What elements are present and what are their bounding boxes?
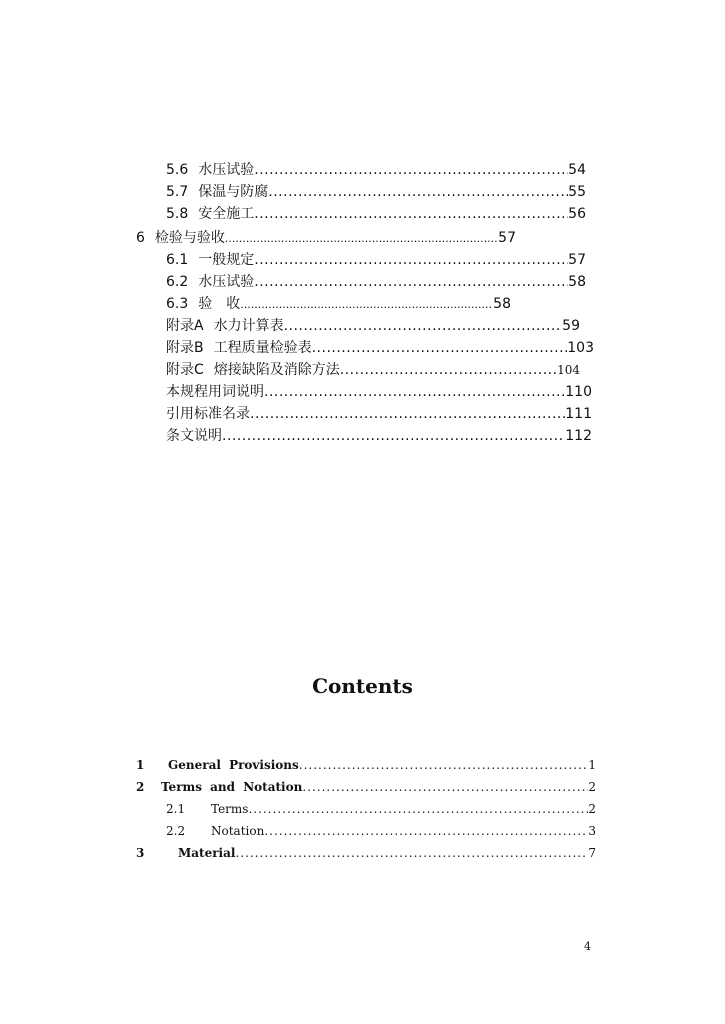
toc-entry-number: 5.7: [166, 184, 189, 200]
leader-dots: [264, 382, 565, 402]
toc-entry[interactable]: [136, 778, 596, 796]
toc-entry-page: 103: [567, 340, 594, 356]
toc-entry-page: 54: [568, 162, 586, 178]
toc-entry-page: 57: [568, 252, 586, 268]
leader-dots: [264, 822, 588, 840]
toc-entry-title: 水力计算表: [213, 318, 284, 334]
toc-entry-number: 2.1: [166, 802, 186, 816]
toc-entry-title: 检验与验收: [154, 230, 225, 246]
toc-entry-page: 56: [568, 206, 586, 222]
toc-entry-title: General Provisions: [168, 758, 299, 772]
leader-dots: [222, 426, 565, 446]
toc-entry-page: 55: [568, 184, 586, 200]
toc-entry-title: 水压试验: [198, 274, 255, 290]
toc-entry-title: 一般规定: [198, 252, 255, 268]
toc-entry-number: 附录B: [166, 340, 204, 356]
contents-heading: Contents: [312, 674, 413, 698]
toc-entry-page: 3: [588, 824, 596, 838]
toc-entry-number: 5.8: [166, 206, 189, 222]
toc-entry-title: Notation: [211, 824, 265, 838]
toc-entry[interactable]: [166, 822, 596, 840]
leader-dots: [254, 160, 568, 180]
toc-entry-title: 安全施工: [198, 206, 255, 222]
toc-entry-page: 57: [498, 230, 516, 246]
toc-entry-page: 58: [493, 296, 511, 312]
toc-entry-number: 1: [136, 758, 145, 772]
toc-entry-title: 验 收: [198, 296, 241, 312]
leader-dots: [299, 756, 589, 774]
toc-entry-page: 1: [588, 758, 596, 772]
leader-dots: [284, 316, 563, 336]
toc-entry-title: 引用标准名录: [166, 406, 250, 422]
toc-entry[interactable]: [166, 272, 586, 292]
toc-entry-number: 5.6: [166, 162, 189, 178]
toc-entry[interactable]: [136, 756, 596, 774]
leader-dots: [240, 295, 493, 315]
toc-entry[interactable]: [166, 182, 586, 202]
toc-entry-number: 6.2: [166, 274, 189, 290]
leader-dots: [248, 800, 588, 818]
toc-entry[interactable]: [166, 160, 586, 180]
toc-entry-page: 112: [565, 428, 592, 444]
toc-entry[interactable]: [166, 204, 586, 224]
toc-entry-number: 6.3: [166, 296, 189, 312]
toc-entry-title: 本规程用词说明: [166, 384, 264, 400]
toc-entry-title: Material: [178, 846, 236, 860]
leader-dots: [250, 404, 565, 424]
leader-dots: [340, 360, 557, 380]
toc-entry-number: 2.2: [166, 824, 186, 838]
toc-entry-title: Terms and Notation: [161, 780, 303, 794]
leader-dots: [268, 182, 568, 202]
toc-entry[interactable]: [166, 294, 511, 314]
toc-entry[interactable]: [166, 426, 592, 446]
leader-dots: [254, 250, 568, 270]
toc-entry-number: 附录C: [166, 362, 204, 378]
toc-entry-page: 2: [588, 780, 596, 794]
toc-entry-page: 110: [565, 384, 592, 400]
toc-entry-page: 2: [588, 802, 596, 816]
toc-entry[interactable]: [136, 844, 596, 862]
toc-entry[interactable]: [166, 360, 580, 380]
toc-entry-number: 6: [136, 230, 145, 246]
toc-entry-number: 2: [136, 780, 145, 794]
toc-entry[interactable]: [166, 404, 592, 424]
toc-entry-number: 3: [136, 846, 145, 860]
toc-entry-page: 59: [562, 318, 580, 334]
toc-entry-page: 111: [565, 406, 592, 422]
toc-entry[interactable]: [166, 338, 594, 358]
leader-dots: [254, 204, 568, 224]
toc-entry[interactable]: [166, 316, 580, 336]
toc-entry[interactable]: [136, 228, 516, 248]
toc-entry-title: 水压试验: [198, 162, 255, 178]
toc-entry-title: 条文说明: [166, 428, 222, 444]
toc-entry-title: 保温与防腐: [198, 184, 269, 200]
leader-dots: [254, 272, 568, 292]
toc-entry-number: 6.1: [166, 252, 189, 268]
toc-entry-title: 工程质量检验表: [213, 340, 312, 356]
toc-entry-title: 熔接缺陷及消除方法: [213, 362, 340, 378]
leader-dots: [235, 844, 588, 862]
leader-dots: [302, 778, 588, 796]
page-number: 4: [584, 940, 591, 953]
toc-entry-title: Terms: [211, 802, 249, 816]
toc-entry[interactable]: [166, 800, 596, 818]
leader-dots: [225, 229, 498, 249]
toc-entry-number: 附录A: [166, 318, 204, 334]
toc-entry[interactable]: [166, 382, 592, 402]
toc-entry[interactable]: [166, 250, 586, 270]
leader-dots: [312, 338, 568, 358]
toc-entry-page: 104: [557, 363, 580, 377]
toc-entry-page: 58: [568, 274, 586, 290]
toc-entry-page: 7: [588, 846, 596, 860]
